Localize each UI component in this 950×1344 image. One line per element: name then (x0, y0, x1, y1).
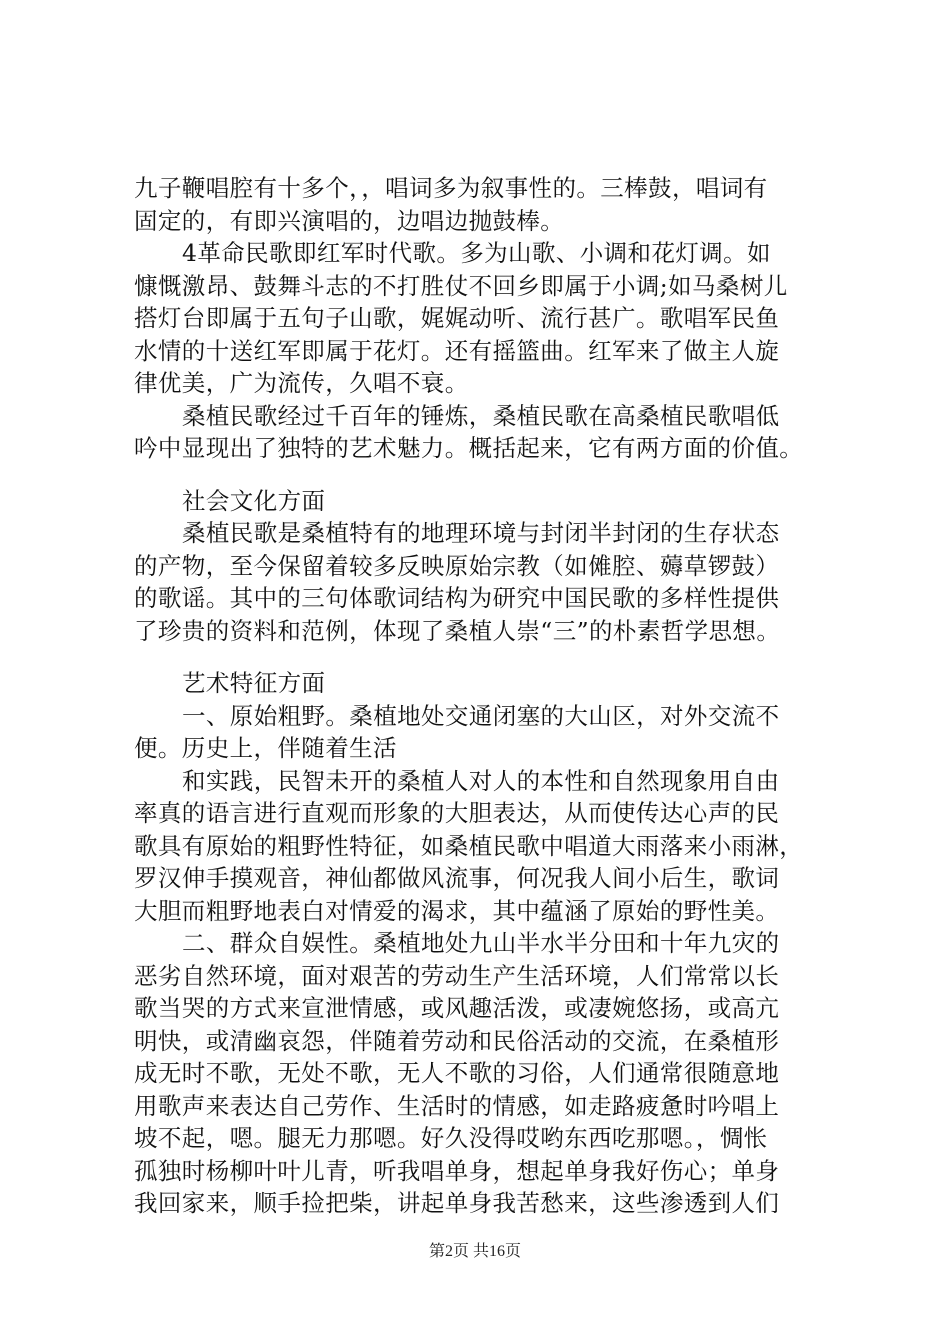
text-line: 搭灯台即属于五句子山歌，娓娓动听、流行甚广。歌唱军民鱼 (134, 304, 780, 332)
paragraph-gap (134, 647, 834, 667)
text-line: 用歌声来表达自己劳作、生活时的情感，如走路疲惫时吟唱上 (134, 1091, 780, 1120)
text-line: 孤独时杨柳叶叶儿青，听我唱单身，想起单身我好伤心；单身 (134, 1156, 780, 1185)
text-line: 二、群众自娱性。桑植地处九山半水半分田和十年九灾的 (182, 929, 780, 957)
text-line: 固定的，有即兴演唱的，边唱边抛鼓棒。 (134, 206, 565, 235)
text-line: 坡不起，嗯。腿无力那嗯。好久没得哎哟东西吃那嗯。，惆怅 (134, 1124, 768, 1152)
text-line: 恶劣自然环境，面对艰苦的劳动生产生活环境，人们常常以长 (134, 961, 780, 990)
section-heading: 社会文化方面 (182, 486, 326, 515)
text-line: 我回家来，顺手捡把柴，讲起单身我苦愁来，这些渗透到人们 (134, 1189, 780, 1217)
text-line: 九子鞭唱腔有十多个，，唱词多为叙事性的。三棒鼓，唱词有 (134, 174, 768, 202)
text-line: 吟中显现出了独特的艺术魅力。概括起来，它有两方面的价值。 (134, 434, 804, 462)
text-line: 明快，或清幽哀怨，伴随着劳动和民俗活动的交流，在桑植形 (134, 1026, 780, 1055)
text-line: 歌具有原始的粗野性特征，如桑植民歌中唱道大雨落来小雨淋， (134, 831, 804, 860)
paragraph-gap (134, 465, 834, 485)
text-line: 的产物，至今保留着较多反映原始宗教（如傩腔、薅草锣鼓） (134, 551, 780, 580)
text-line: 水情的十送红军即属于花灯。还有摇篮曲。红军来了做主人旋 (134, 336, 780, 365)
text-line: 了珍贵的资料和范例，体现了桑植人崇“三”的朴素哲学思想。 (134, 616, 781, 645)
section-heading: 艺术特征方面 (182, 669, 326, 697)
text-line: 罗汉伸手摸观音，神仙都做风流事，何况我人间小后生，歌词 (134, 864, 780, 892)
text-line: 律优美，广为流传，久唱不衰。 (134, 369, 469, 397)
text-line: 4革命民歌即红军时代歌。多为山歌、小调和花灯调。如 (182, 239, 771, 267)
text-line: 一、原始粗野。桑植地处交通闭塞的大山区，对外交流不 (182, 701, 780, 730)
text-line: 和实践，民智未开的桑植人对人的本性和自然现象用自由 (182, 766, 780, 795)
text-line: 桑植民歌经过千百年的锤炼，桑植民歌在高桑植民歌唱低 (182, 401, 780, 430)
page-footer: 第2页 共16页 (428, 1243, 521, 1260)
text-line: 歌当哭的方式来宣泄情感，或风趣活泼，或凄婉悠扬，或高亢 (134, 994, 780, 1022)
text-line: 慷慨激昂、鼓舞斗志的不打胜仗不回乡即属于小调;如马桑树儿 (134, 271, 788, 300)
text-line: 桑植民歌是桑植特有的地理环境与封闭半封闭的生存状态 (182, 519, 780, 547)
text-line: 大胆而粗野地表白对情爱的渴求，其中蕴涵了原始的野性美。 (134, 896, 780, 925)
text-line: 率真的语言进行直观而形象的大胆表达，从而使传达心声的民 (134, 799, 780, 827)
text-line: 的歌谣。其中的三句体歌词结构为研究中国民歌的多样性提供 (134, 584, 780, 612)
document-body (134, 172, 834, 1220)
text-line: 便。历史上，伴随着生活 (134, 734, 397, 762)
text-line: 成无时不歌，无处不歌，无人不歌的习俗，人们通常很随意地 (134, 1059, 780, 1087)
